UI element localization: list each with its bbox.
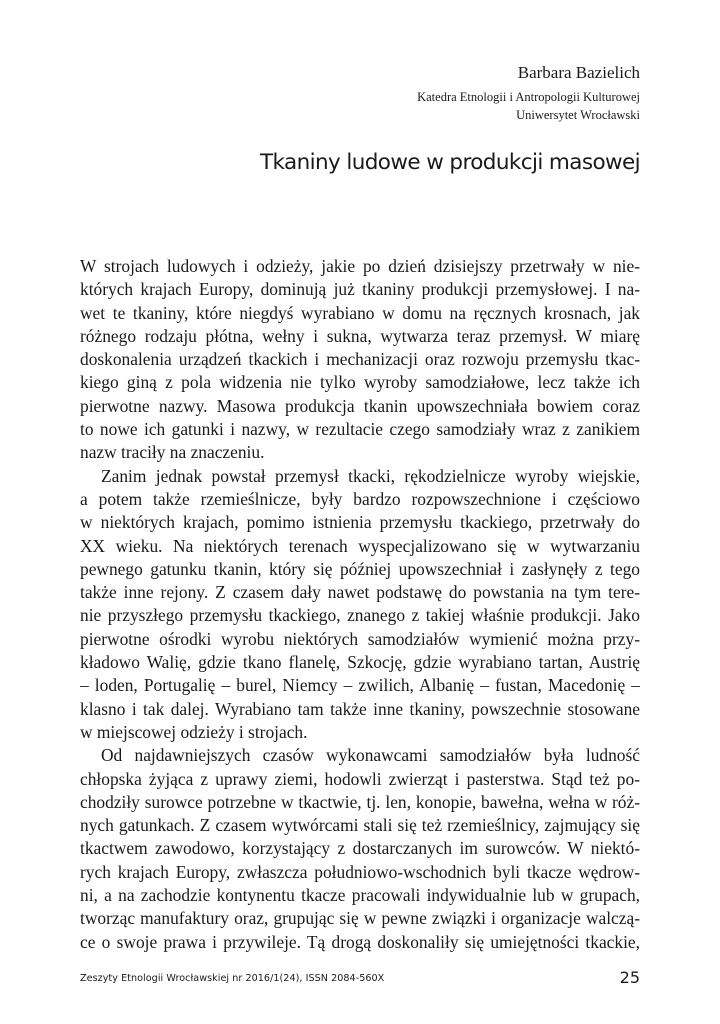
text-line: także inne rejony. Z czasem dały nawet podstawę do powstania na tym tere- bbox=[80, 582, 640, 603]
article-title: Tkaniny ludowe w produkcji masowej bbox=[260, 150, 640, 175]
text-line: w miejscowej odzieży i strojach. bbox=[80, 721, 308, 742]
text-line: – loden, Portugalię – burel, Niemcy – zwilich, Albanię – fustan, Macedonię – bbox=[80, 675, 640, 696]
text-line: tkactwem zawodowo, korzystający z dostarczanych im surowców. W niektó- bbox=[80, 838, 640, 859]
paragraph bbox=[80, 255, 640, 465]
text-line: doskonalenia urządzeń tkackich i mechanizacji oraz rozwoju przemysłu tkac- bbox=[80, 349, 640, 370]
text-line: pewnego gatunku tkanin, który się później upowszechniał i zasłynęły z tego bbox=[80, 558, 640, 579]
paragraph bbox=[80, 465, 640, 745]
author-department: Katedra Etnologii i Antropologii Kulturowej bbox=[417, 90, 640, 104]
text-line: rych krajach Europy, zwłaszcza południowo-wschodnich byli tkacze wędrow- bbox=[80, 861, 640, 882]
page-number: 25 bbox=[619, 968, 640, 987]
text-line: nie przyszłego przemysłu tkackiego, znanego z takiej właśnie produkcji. Jako bbox=[80, 605, 640, 626]
text-line: ce o swoje prawa i przywileje. Tą drogą doskonaliły się umiejętności tkackie, bbox=[80, 931, 640, 952]
text-line: kiego giną z pola widzenia nie tylko wyroby samodziałowe, lecz także ich bbox=[80, 372, 640, 393]
text-line: a potem także rzemieślnicze, były bardzo rozpowszechnione i częściowo bbox=[80, 488, 640, 509]
text-line: wet te tkaniny, które niegdyś wyrabiano w domu na ręcznych krosnach, jak bbox=[80, 302, 640, 323]
author-university: Uniwersytet Wrocławski bbox=[516, 108, 640, 122]
paragraph bbox=[80, 744, 640, 954]
text-line: których krajach Europy, dominują już tkaniny produkcji przemysłowej. I na- bbox=[80, 279, 640, 300]
text-line: pierwotne nazwy. Masowa produkcja tkanin upowszechniała bowiem coraz bbox=[80, 395, 640, 416]
text-line: XX wieku. Na niektórych terenach wyspecjalizowano się w wytwarzaniu bbox=[80, 535, 640, 556]
text-line: Zanim jednak powstał przemysł tkacki, rękodzielnicze wyroby wiejskie, bbox=[101, 465, 640, 486]
text-line: różnego rodzaju płótna, wełny i sukna, wytwarza teraz przemysł. W miarę bbox=[80, 325, 640, 346]
text-line: ni, a na zachodzie kontynentu tkacze pracowali indywidualnie lub w grupach, bbox=[80, 885, 640, 906]
text-line: kładowo Walię, gdzie tkano flanelę, Szkocję, gdzie wyrabiano tartan, Austrię bbox=[80, 652, 640, 673]
text-line: tworząc manufaktury oraz, grupując się w pewne związki i organizacje walczą- bbox=[80, 908, 640, 929]
text-line: Od najdawniejszych czasów wykonawcami samodziałów była ludność bbox=[101, 745, 640, 766]
text-line: pierwotne ośrodki wyrobu niektórych samodziałów wymienić można przy- bbox=[80, 628, 640, 649]
text-line: klasno i tak dalej. Wyrabiano tam także inne tkaniny, powszechnie stosowane bbox=[80, 698, 640, 719]
journal-citation: Zeszyty Etnologii Wrocławskiej nr 2016/1(24), ISSN 2084-560X bbox=[80, 973, 385, 984]
article-body bbox=[80, 255, 640, 954]
author-block bbox=[417, 62, 640, 124]
text-line: chodziły surowce potrzebne w tkactwie, tj. len, konopie, bawełna, wełna w róż- bbox=[80, 791, 640, 812]
text-line: chłopska żyjąca z uprawy ziemi, hodowli zwierząt i pasterstwa. Stąd też po- bbox=[80, 768, 640, 789]
text-line: w niektórych krajach, pomimo istnienia przemysłu tkackiego, przetrwały do bbox=[80, 512, 640, 533]
text-line: to nowe ich gatunki i nazwy, w rezultacie czego samodziały wraz z zanikiem bbox=[80, 419, 640, 440]
text-line: nych gatunkach. Z czasem wytwórcami stali się też rzemieślnicy, zajmujący się bbox=[80, 815, 640, 836]
text-line: W strojach ludowych i odzieży, jakie po dzień dzisiejszy przetrwały w nie- bbox=[80, 256, 640, 276]
text-line: nazw traciły na znaczeniu. bbox=[80, 442, 265, 463]
author-name: Barbara Bazielich bbox=[517, 63, 640, 82]
